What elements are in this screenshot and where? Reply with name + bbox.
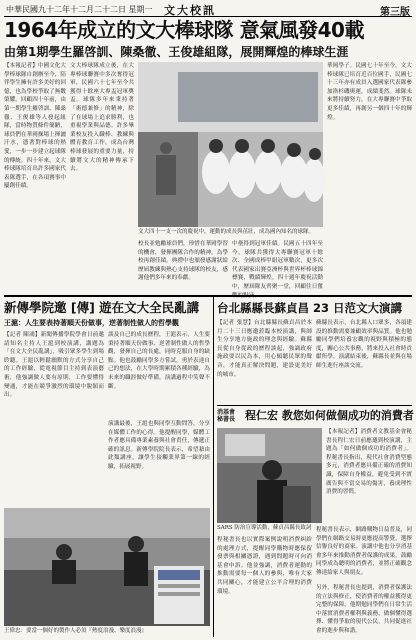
story4-col3: 程秘書長表示，網路購物日益普及，同學們在網路交易時更應提高警覺，選擇信譽良好的商家。演講中他也分享消基會多年來推動消費者保護的成果，鼓勵同學成為聰明的消費者，並將正確觀念傳達給家人與朋友。: [316, 527, 412, 576]
lecture-image: [4, 508, 210, 626]
story2-col2: 談及自己的成長歷程，王滬表示，人生要秉持著順天份做事、逆著制性做人的哲學觀，發揮自己的長處，同時克服自身的缺點。他也鼓勵同學多方嘗試，勇於表達自己的想法，在大學時期累積各種經驗，為未來的職涯做好準備。演講過程中笑聲不斷。: [108, 332, 210, 390]
story3-col1: 【記者 張慧】台北縣縣長蘇貞昌於本月二十三日應邀蒞臨本校演講，與師生分享地方施政的理念與經驗。蘇縣長從自身從政的歷程談起，強調政府施政要以民為本，用心傾聽民眾的聲音，才能真正解決問題，建設更美好的城市。: [217, 320, 312, 378]
baseball-photo-caption: 文大四十一支一次的慶祝中，運動的成長與茁壯，成為國內知名的球隊。: [138, 229, 315, 235]
lecture-photo: [4, 508, 210, 626]
speaker-photo-caption: SARS 防治宣導活動，蘇貞昌縣長致詞: [217, 525, 312, 531]
story4-col2: 程秘書長也以實際案例說明消費糾紛的處理方式，提醒同學購物時應保留發票與相關憑證，遇到問題時可向消基會申訴。他並強調，消費者運動的推動需要每一個人的參與，唯有大家共同關心，才能建立公平合理的消費環境。: [217, 537, 312, 595]
baseball-team-image: [138, 62, 323, 227]
story4-label-line1: 消基會: [217, 409, 236, 416]
story1-col3: 校長並勉勵球員們，珍惜在華岡學習的機會，發揮團隊合作的精神，為學校再創佳績。典禮中也頒發感謝狀給歷屆教練與熱心支持球隊的校友，感謝他們多年來的奉獻。: [138, 241, 228, 282]
speaker-image: [217, 428, 322, 523]
story3-col2: 蘇縣長表示，台北縣人口眾多，各項建設的推動需要兼顧效率與品質。他也勉勵同學們培養宏觀的視野與積極的態度，關心公共事務，將來投入社會時貢獻所學。演講結束後，蘇縣長並與在場師生進行座談交流。: [316, 320, 412, 369]
story2-subtitle: 王滬：人生要表持著順天份做事，逆著制性做人的哲學觀: [4, 319, 179, 327]
story1-col1: 【本報記者】中國文化大學棒球隊自創辦至今，陪伴學生擁有許多美好的回憶，也為學校爭取了無數榮耀。回顧四十年前，由第一期學生羅啓訓、陳桑徹、王俊雄等人發起組隊，當時物質條件簡陋，球員們在華岡操場上揮灑汗水，憑著對棒球的熱愛，一步一步建立起球隊的傳統。四十年來，文大棒球隊培育出許多國家代表隊選手，在各項賽事中屢創佳績。: [4, 63, 66, 190]
section-divider: [4, 295, 412, 297]
column-divider: [213, 297, 214, 637]
story2-title: 新傳學院邀 [傳] 遊在文大全民亂講: [4, 300, 200, 315]
masthead: [4, 2, 412, 17]
paper-name: 文大校訊: [164, 4, 216, 17]
story4-col4: 另外，程秘書長也提到，消費者保護法的立法與修正，使消費者的權益獲得更完整的保障。他期勉同學們在日常生活中落實消費者權利與義務，做個懂得選擇、懂得爭取的現代公民，共同促進社會的進步與和諧。: [316, 585, 412, 634]
story2-col1: 【記者 陳鴻】新聞傳播學院學會日前邀請知名主持人王滬到校演講，講題為「在文大全民亂講」，吸引眾多學生到場聆聽。王滬以輕鬆幽默的方式分享自己的工作經驗，從電視節目主持到表演藝術，他強調做人要有原則，工作要懂得變通，才能在競爭激烈的環境中脫穎而出。: [4, 332, 104, 399]
speaker-photo: [217, 428, 322, 523]
lecture-photo-caption: 王偉忠：要當一個好的製作人必須『熱度浪漫、樂度浪漫』: [4, 628, 148, 634]
page-label: 第三版: [380, 7, 410, 18]
story4-col1: 【本報記者】消費者文教基金會秘書長程仁宏日前應邀到校演講，主題為「如何做個成功的消費者」。程秘書長指出，現代社會消費型態多元，消費者應具備正確的消費知識，保障自身權益，避免受到不實廣告與不當交易的傷害，養成理性消費的習慣。: [326, 429, 412, 496]
story1-col4: 中壘得到冠軍佳績。民國五十四年至今，球隊共獲得大專聯賽冠軍十餘次、全國成棒甲組冠軍數次，更多次代表國家出賽亞洲杯與世界杯棒球錦標賽，戰績輝煌。四十週年慶祝活動中，歷屆隊友齊聚一堂，回顧往日奮: [232, 241, 323, 290]
baseball-team-photo: [138, 62, 323, 227]
story1-col5: 華岡學子。民國七十年至今，文大棒球隊已培育近百位國手，民國七十三年亦有成員入選國家代表隊參加洛杉磯奧運，成績斐然。球隊未來將持續努力，在大專聯賽中爭取更多佳績，再創另一個四十年的輝煌。: [327, 63, 412, 121]
story2-col3: 演講最後，王滬也與同學互動問答，分享在媒體工作的心得。他提醒同學，媒體工作者應具備專業素養與社會責任，傳遞正確的訊息。新傳學院院長表示，希望藉由此類講座，讓學生接觸業界第一線的經驗，拓展視野。: [108, 421, 210, 470]
main-headline: 1964年成立的文大棒球隊 意氣風發40載: [4, 18, 364, 42]
main-subhead: 由第1期學生羅啓訓、陳桑徹、王俊雄組隊，展開輝煌的棒球生涯: [4, 45, 349, 59]
story3-title: 台北縣縣長蘇貞昌 23 日范文大演講: [217, 301, 403, 315]
issue-date: 中華民國九十二年十二月二十二日 星期一: [6, 5, 153, 14]
story4-title: 程仁宏 教您如何做個成功的消費者: [245, 409, 414, 422]
story4-label-line2: 秘書長: [217, 416, 236, 423]
section-divider-2: [217, 405, 412, 406]
story1-col2: 文大棒球隊成立後，在大專棒球聯賽中多次奪得冠軍，民國六十七年至今共獲得十餘座大專盃冠軍獎盃。球隊多年來秉持著「術德兼修」的精神，除了在球場上追求勝利，也重視學業與品德。許多畢業校友投入職棒、教練與體育教育工作，成為台灣棒球發展的重要力量，持續將文大的精神傳承下去。: [70, 63, 134, 173]
